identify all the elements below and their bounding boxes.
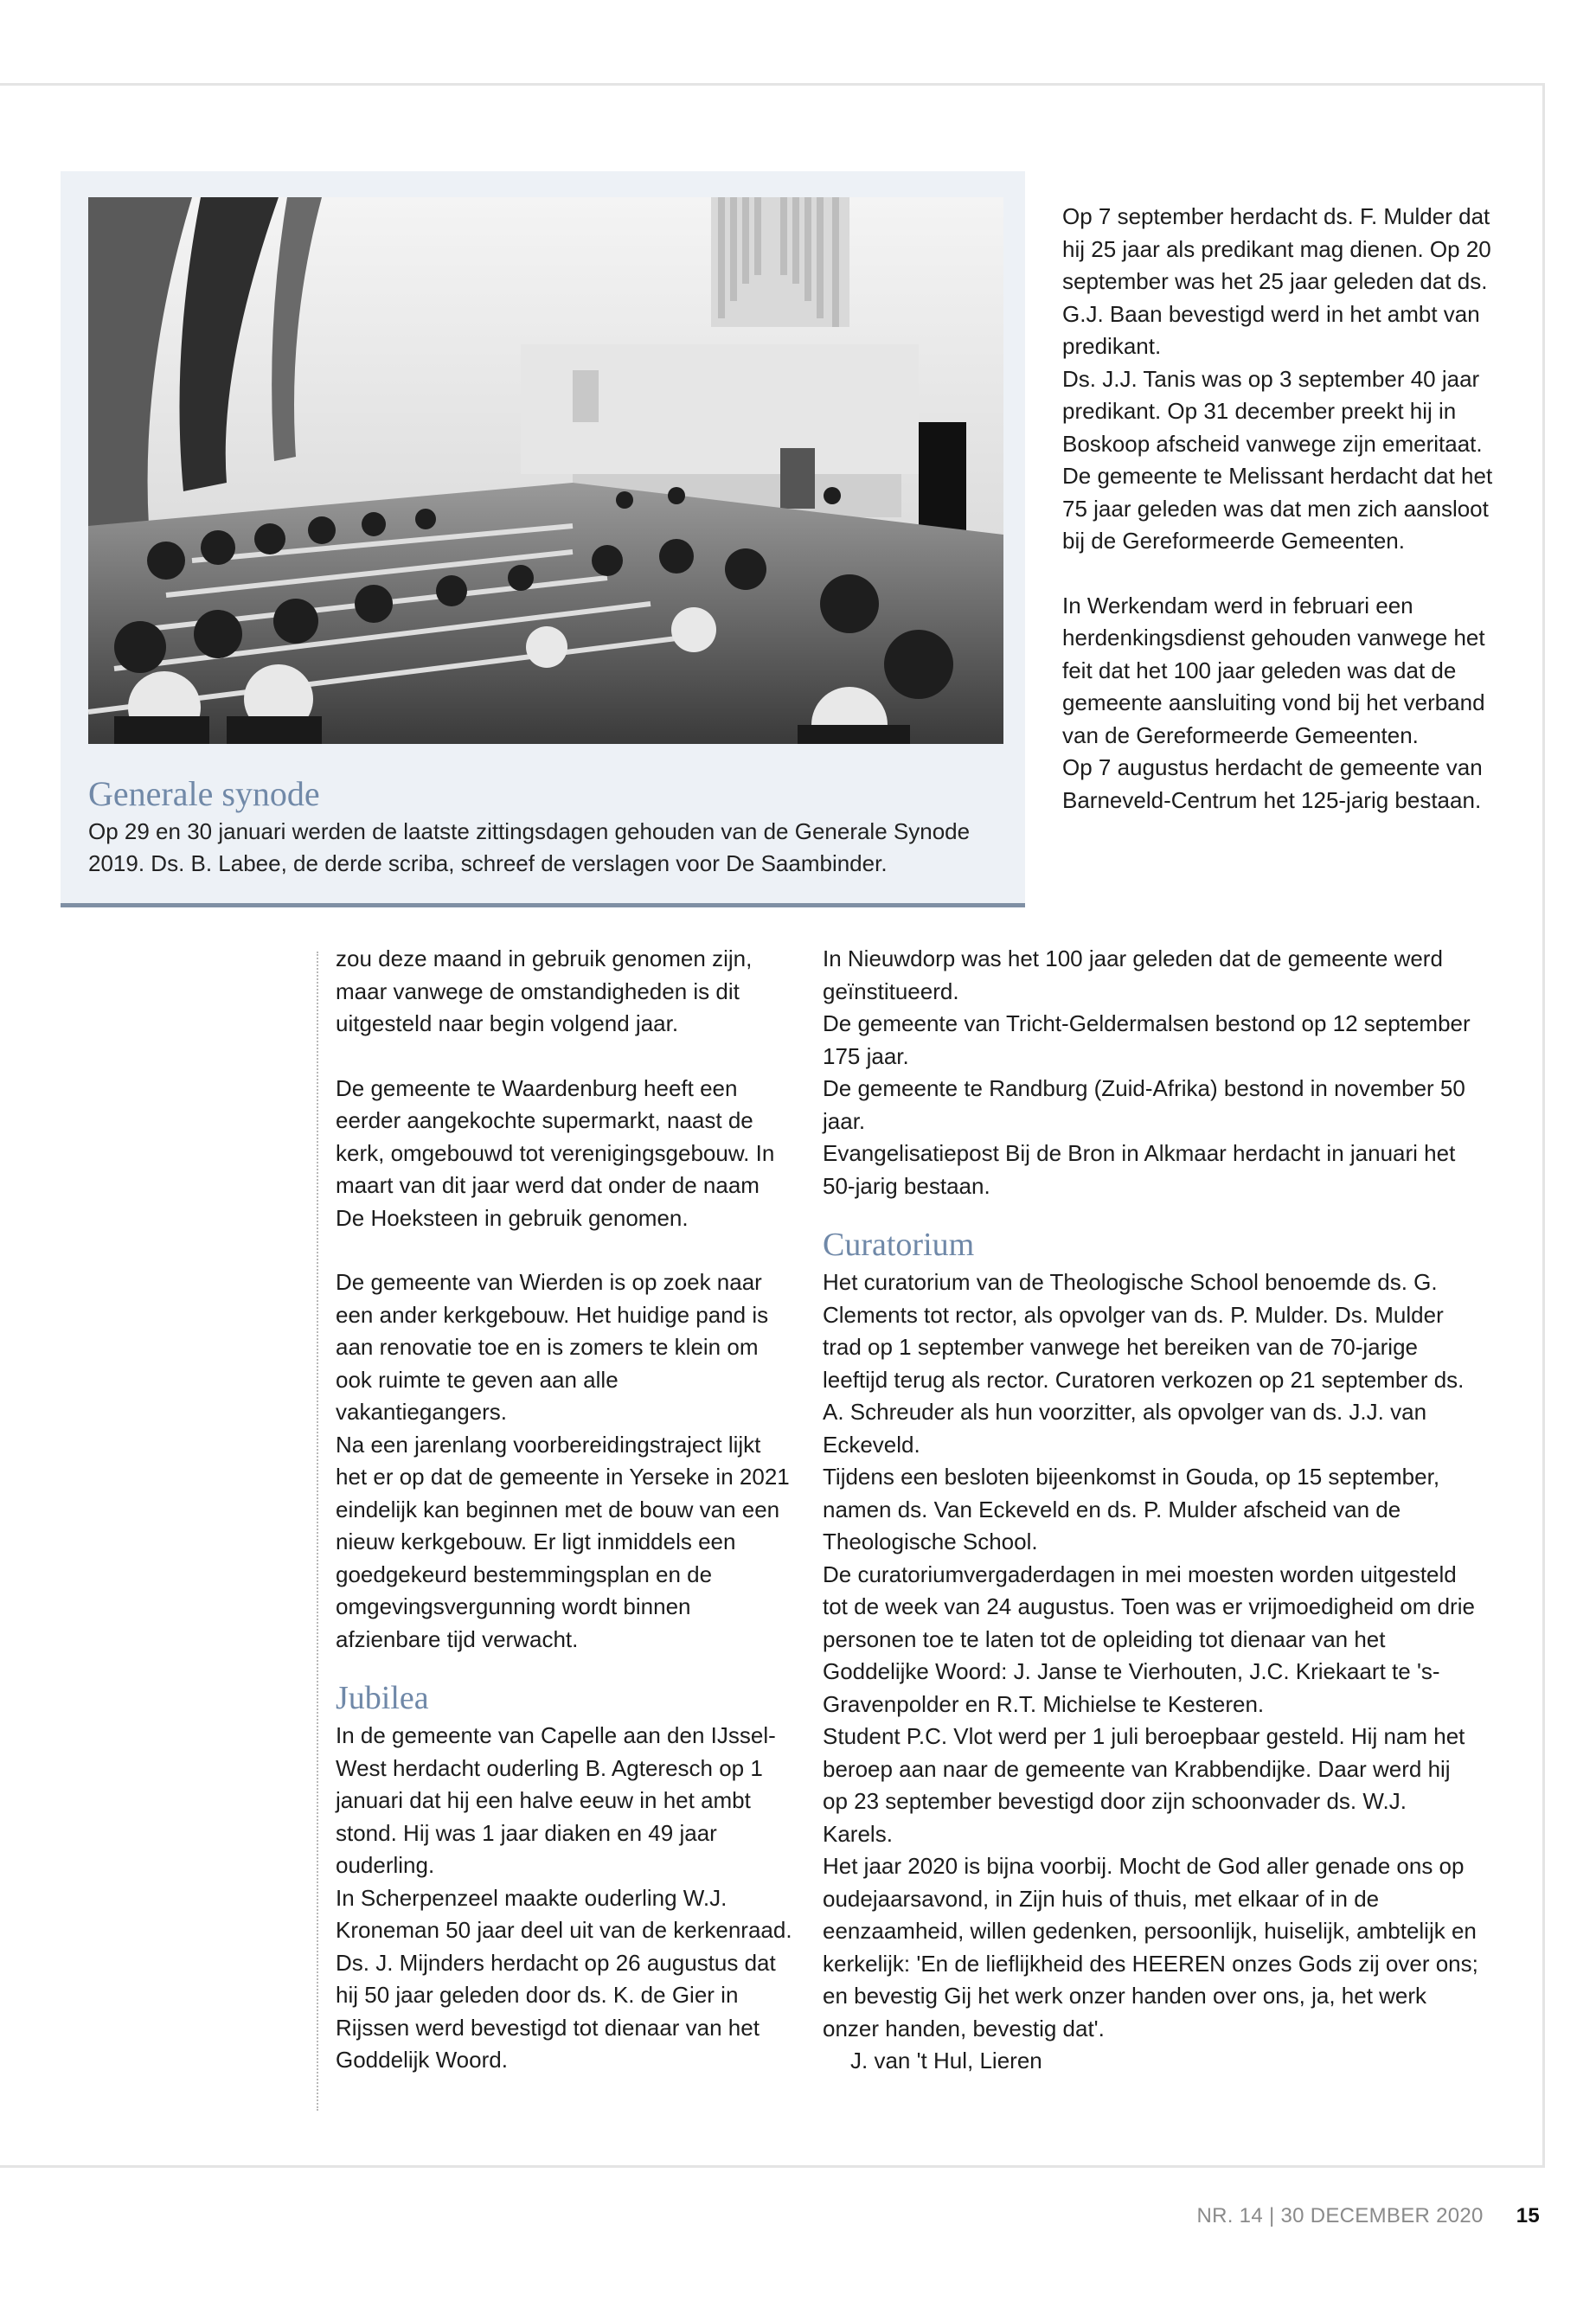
synod-photo bbox=[88, 197, 1003, 744]
paragraph: zou deze maand in gebruik genomen zijn, maar vanwege de omstandigheden is dit uitgesteld naar begin volgend jaar. bbox=[336, 945, 753, 1036]
paragraph: De gemeente te Melissant herdacht dat het 75 jaar geleden was dat men zich aansloot bij de Gereformeerde Gemeenten. bbox=[1062, 463, 1493, 554]
photo-caption-title: Generale synode bbox=[88, 774, 320, 813]
paragraph: De gemeente te Waardenburg heeft een eerder aangekochte supermarkt, naast de kerk, omgebouwd tot verenigingsgebouw. In maart van dit jaar werd dat onder de naam De Hoeksteen in gebruik genomen. bbox=[336, 1074, 775, 1231]
paragraph: Tijdens een besloten bijeenkomst in Gouda, op 15 september, namen ds. Van Eckeveld en ds. P. Mulder afscheid van de Theologische School. bbox=[823, 1464, 1440, 1554]
heading-jubilea: Jubilea bbox=[336, 1680, 429, 1716]
paragraph: De gemeente van Wierden is op zoek naar een ander kerkgebouw. Het huidige pand is aan renovatie toe en is zomers te klein om ook ruimte te geven aan alle vakantiegangers. bbox=[336, 1269, 769, 1425]
paragraph: In Scherpenzeel maakte ouderling W.J. Kroneman 50 jaar deel uit van de kerkenraad. bbox=[336, 1884, 792, 1943]
paragraph: Het curatorium van de Theologische School benoemde ds. G. Clements tot rector, als opvolger van ds. P. Mulder. Ds. Mulder trad op 1 september vanwege het bereiken van de 70-jarige leeftijd terug als rector. Curatoren verkozen op 21 september ds. A. Schreuder als hun voorzitter, als opvolger van ds. J.J. van Eckeveld. bbox=[823, 1269, 1465, 1458]
page-footer bbox=[1196, 2204, 1540, 2228]
paragraph: Ds. J.J. Tanis was op 3 september 40 jaar predikant. Op 31 december preekt hij in Boskoop afscheid vanwege zijn emeritaat. bbox=[1062, 365, 1483, 457]
page-number: 15 bbox=[1516, 2204, 1540, 2227]
paragraph: Na een jarenlang voorbereidingstraject lijkt het er op dat de gemeente in Yerseke in 2021 eindelijk kan beginnen met de bouw van een nieuw kerkgebouw. Er ligt inmiddels een goedgekeurd bestemmingsplan en de omgevingsvergunning wordt binnen afzienbare tijd verwacht. bbox=[336, 1431, 790, 1652]
paragraph: Student P.C. Vlot werd per 1 juli beroepbaar gesteld. Hij nam het beroep aan naar de gemeente van Krabbendijke. Daar werd hij op 23 september bevestigd door zijn schoonvader ds. W.J. Karels. bbox=[823, 1723, 1465, 1847]
paragraph: Op 7 september herdacht ds. F. Mulder dat hij 25 jaar als predikant mag dienen. Op 20 september was het 25 jaar geleden dat ds. G.J. Baan bevestigd werd in het ambt van predikant. bbox=[1062, 203, 1491, 359]
paragraph: Het jaar 2020 is bijna voorbij. Mocht de God aller genade ons op oudejaarsavond, in Zijn huis of thuis, met elkaar of in de eenzaamheid, willen gedenken, persoonlijk, huiselijk, ambtelijk en kerkelijk: 'En de lieflijkheid des HEEREN onzes Gods zij over ons; en bevestig Gij het werk onzer handen over ons, ja, het werk onzer handen, bevestig dat'. bbox=[823, 1853, 1478, 2041]
photo-caption-text: Op 29 en 30 januari werden de laatste zittingsdagen gehouden van de Generale Synode 2019. Ds. B. Labee, de derde scriba, schreef de verslagen voor De Saambinder. bbox=[88, 818, 971, 876]
photo-block bbox=[61, 171, 1025, 907]
paragraph: In Nieuwdorp was het 100 jaar geleden dat de gemeente werd geïnstitueerd. bbox=[823, 945, 1443, 1004]
heading-curatorium: Curatorium bbox=[823, 1227, 975, 1263]
issue-label: NR. 14 | 30 DECEMBER 2020 bbox=[1196, 2204, 1484, 2227]
author-signature: J. van 't Hul, Lieren bbox=[850, 2048, 1042, 2073]
left-column bbox=[336, 943, 794, 2077]
paragraph: De curatoriumvergaderdagen in mei moesten worden uitgesteld tot de week van 24 augustus. Toen was er vrijmoedigheid om drie personen toe te laten tot de opleiding tot dienaar van het Goddelijke Woord: J. Janse te Vierhouten, J.C. Kriekaart te 's-Gravenpolder en R.T. Michielse te Kesteren. bbox=[823, 1561, 1475, 1717]
top-right-column bbox=[1062, 201, 1499, 817]
column-rule bbox=[317, 952, 318, 2111]
paragraph: Ds. J. Mijnders herdacht op 26 augustus dat hij 50 jaar geleden door ds. K. de Gier in Rijssen werd bevestigd tot dienaar van het Goddelijk Woord. bbox=[336, 1949, 776, 2073]
paragraph: In Werkendam werd in februari een herdenkingsdienst gehouden vanwege het feit dat het 100 jaar geleden was dat de gemeente aansluiting vond bij het verband van de Gereformeerde Gemeenten. bbox=[1062, 592, 1485, 748]
paragraph: De gemeente van Tricht-Geldermalsen bestond op 12 september 175 jaar. bbox=[823, 1010, 1471, 1069]
paragraph: In de gemeente van Capelle aan den IJssel-West herdacht ouderling B. Agteresch op 1 januari dat hij een halve eeuw in het ambt stond. Hij was 1 jaar diaken en 49 jaar ouderling. bbox=[336, 1722, 776, 1878]
paragraph: Evangelisatiepost Bij de Bron in Alkmaar herdacht in januari het 50-jarig bestaan. bbox=[823, 1140, 1456, 1199]
photo-box-rule bbox=[61, 903, 1025, 907]
right-column bbox=[823, 943, 1480, 2078]
paragraph: De gemeente te Randburg (Zuid-Afrika) bestond in november 50 jaar. bbox=[823, 1075, 1465, 1134]
paragraph: Op 7 augustus herdacht de gemeente van Barneveld-Centrum het 125-jarig bestaan. bbox=[1062, 754, 1483, 813]
